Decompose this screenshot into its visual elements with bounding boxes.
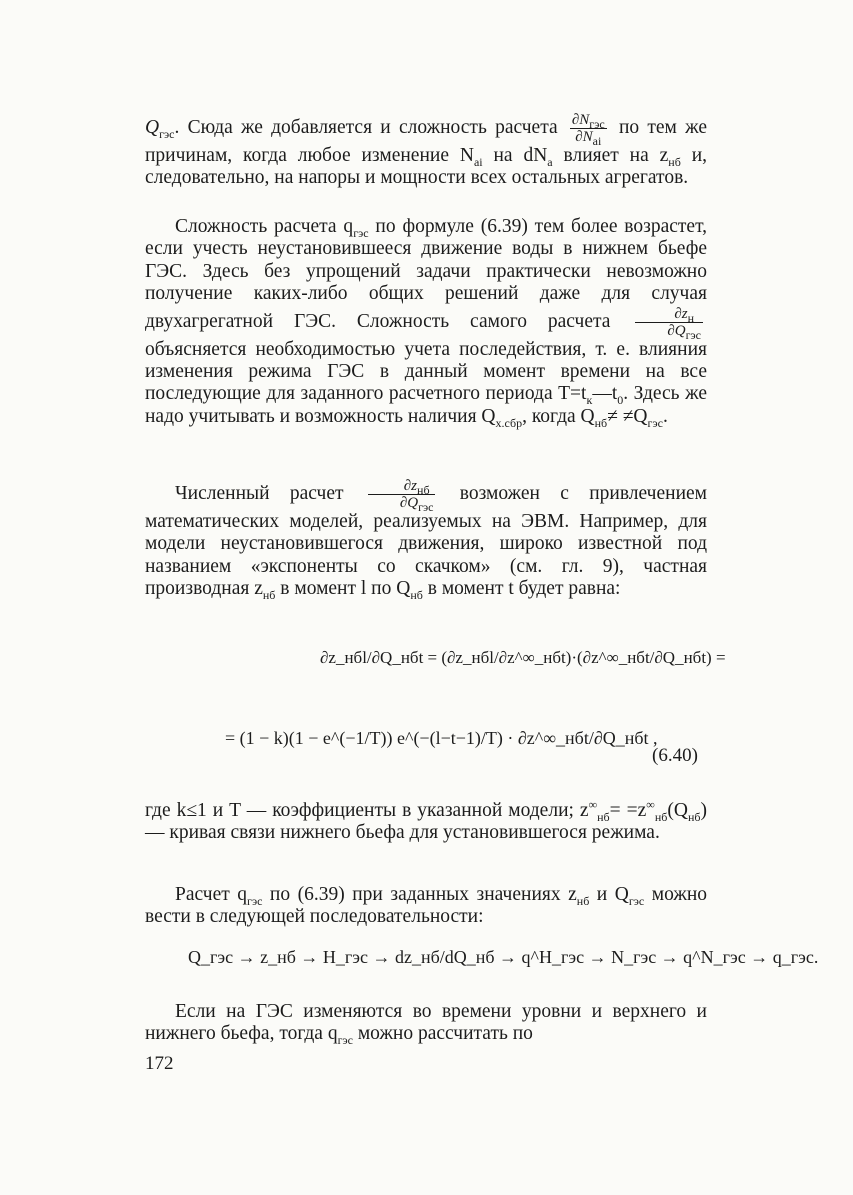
paragraph-4: где k≤1 и T — коэффициенты в указанной модели; $z^\infty_{нб}= =z^\infty_{нб}(Q_{нб})$ — кривая связи нижнего бьефа для установившегося режима. — [145, 797, 707, 844]
page-number: 172 — [145, 1053, 174, 1074]
paragraph-1: $Q_{гэс}$. Сюда же добавляется и сложность расчета $\frac{\partial N_{гэс}}{\partial N_{ai}}$ по тем же причинам, когда любое изменение $N_{ai}$ на $dN_a$ влияет на $z_{нб}$ и, следовательно, на напоры и мощности всех остальных агрегатов. — [145, 112, 708, 189]
fraction-dz-dQ: $\frac{\partial z_н}{\partial Q_{гэс}}$ — [635, 306, 703, 339]
fraction-dznb-dQ: $\frac{\partial z_{нб}}{\partial Q_{гэс}}$ — [368, 478, 436, 511]
paragraph-2: Сложность расчета $q_{гэс}$ по формуле (6.39) тем более возрастет, если учесть неустановившееся движение воды в нижнем бьефе ГЭС. Здесь без упрощений задачи практически невозможно получение каких-либо общих решений даже для случая двухагрегатной ГЭС. Сложность самого расчета $\frac{\partial z_н}{\partial Q_{гэс}}$ объясняется необходимостью учета последействия, т. е. влияния изменения режима ГЭС в данный момент времени на все последующие для заданного расчетного периода $T=t_к—t_0$. Здесь же надо учитывать и возможность наличия $Q_{х.сбр}$, когда $Q_{нб}\ne \ne Q_{гэс}$. — [145, 216, 707, 430]
equation-number: (6.40) — [652, 745, 698, 766]
equation-sequence: Q_гэс → z_нб → H_гэс → dz_нб/dQ_нб → q^H_гэс → N_гэс → q^N_гэс → q_гэс. — [188, 947, 819, 967]
paragraph-6: Если на ГЭС изменяются во времени уровни и верхнего и нижнего бьефа, тогда $q_{гэс}$ можно рассчитать по — [145, 1001, 707, 1048]
equation-6-40: = (1 − k)(1 − e^(−1/T)) e^(−(l−t−1)/T) · ∂z^∞_нбt/∂Q_нбt , — [225, 728, 658, 748]
paragraph-5: Расчет $q_{гэс}$ по (6.39) при заданных значениях $z_{нб}$ и $Q_{гэс}$ можно вести в следующей последовательности: — [145, 884, 708, 928]
paragraph-3: Численный расчет $\frac{\partial z_{нб}}{\partial Q_{гэс}}$ возможен с привлечением математических моделей, реализуемых на ЭВМ. Например, для модели неустановившегося движения, широко известной под названием «экспоненты со скачком» (см. гл. 9), частная производная $z_{нб}$ в момент l по $Q_{нб}$ в момент t будет равна: — [145, 478, 708, 603]
fraction-dN: $\frac{\partial N_{гэс}}{\partial N_{ai}}$ — [571, 112, 605, 148]
equation-derivative: ∂z_нбl/∂Q_нбt = (∂z_нбl/∂z^∞_нбt)·(∂z^∞_нбt/∂Q_нбt) = — [320, 648, 726, 667]
